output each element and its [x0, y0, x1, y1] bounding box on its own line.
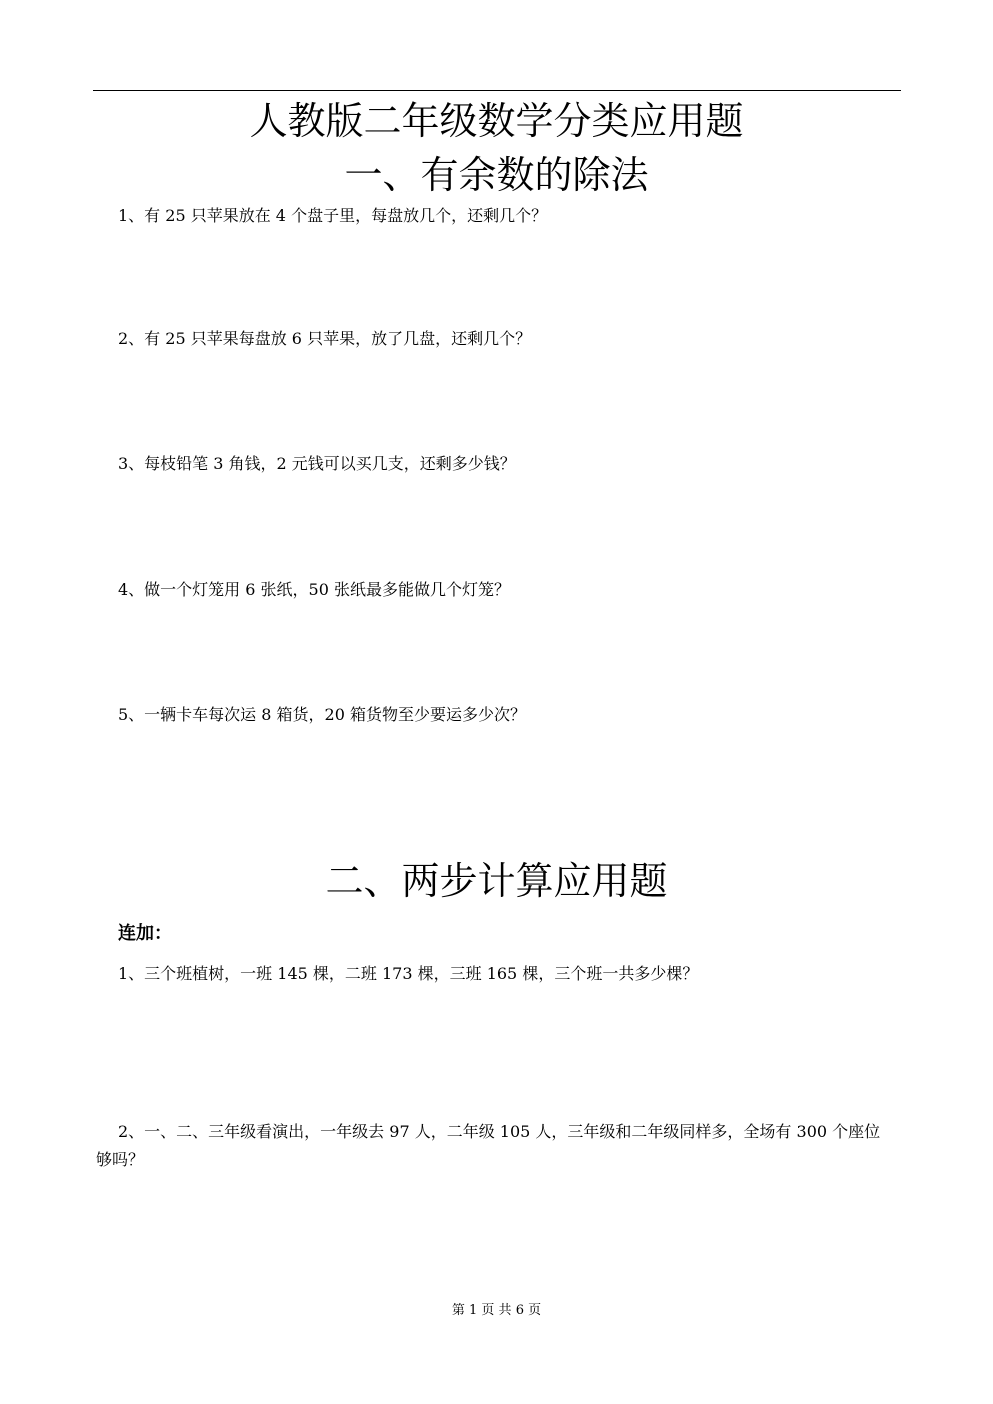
question-1-1: 1、有 25 只苹果放在 4 个盘子里，每盘放几个，还剩几个？ — [118, 206, 548, 225]
question-1-4: 4、做一个灯笼用 6 张纸，50 张纸最多能做几个灯笼？ — [118, 580, 510, 599]
section-heading-division-with-remainder: 一、有余数的除法 — [344, 153, 649, 197]
question-1-3: 3、每枝铅笔 3 角钱，2 元钱可以买几支，还剩多少钱？ — [118, 454, 516, 473]
question-1-5: 5、一辆卡车每次运 8 箱货，20 箱货物至少要运多少次？ — [118, 705, 526, 724]
page-number-footer: 第 1 页 共 6 页 — [451, 1303, 542, 1318]
question-2-2: 2、一、二、三年级看演出，一年级去 97 人，二年级 105 人，三年级和二年级同样多，全场有 300 个座位够吗？ — [96, 1122, 881, 1169]
question-2-1: 1、三个班植树，一班 145 棵，二班 173 棵，三班 165 棵，三个班一共多少棵？ — [118, 964, 699, 983]
subheading-consecutive-addition: 连加： — [118, 923, 172, 944]
document-title: 人教版二年级数学分类应用题 — [249, 99, 744, 143]
section-heading-two-step-problems: 二、两步计算应用题 — [325, 859, 668, 903]
header-rule — [93, 90, 901, 91]
question-1-2: 2、有 25 只苹果每盘放 6 只苹果，放了几盘，还剩几个？ — [118, 329, 532, 348]
